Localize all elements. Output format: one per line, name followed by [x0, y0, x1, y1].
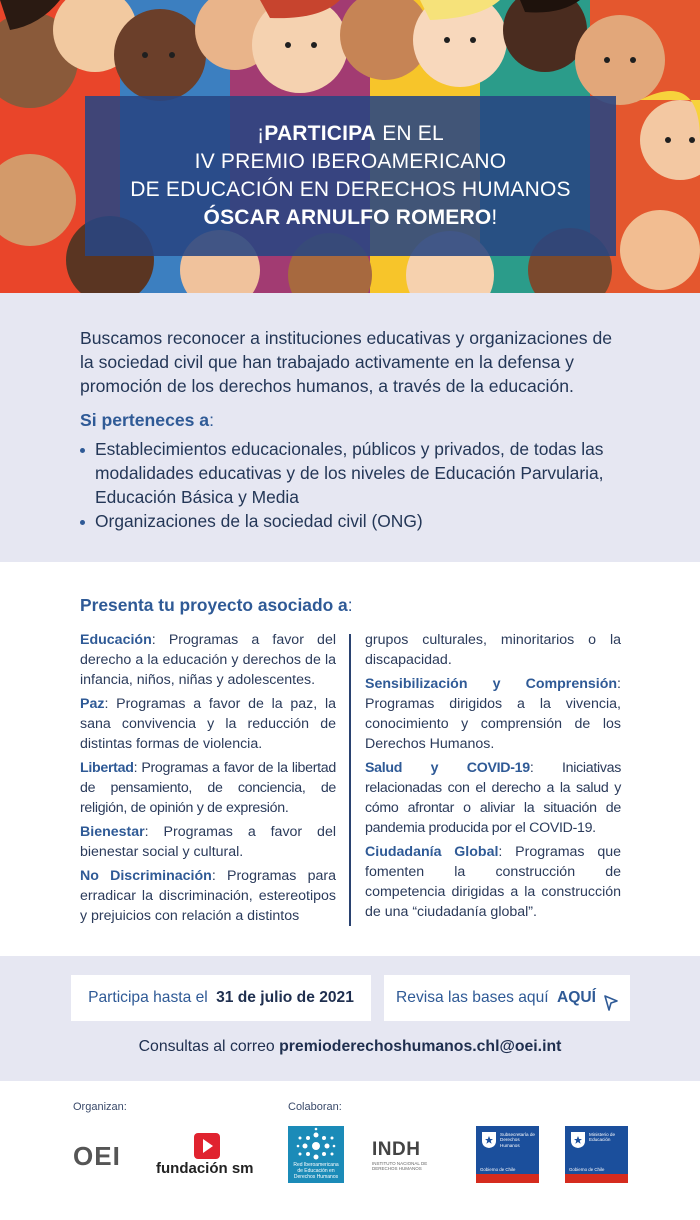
red-iberoamericana-logo: Red Iberoamericana de Educación en Derechos Humanos: [288, 1126, 344, 1183]
category-salud-covid: Salud y COVID-19: Iniciativas relacionadas con el derecho a la salud y cómo afrontar o aliviar la situación de pandemia producida por el COVID-19.: [365, 760, 621, 836]
hero-banner: [0, 0, 700, 293]
bases-link-button[interactable]: Revisa las bases aquí AQUÍ: [384, 975, 630, 1021]
category-paz: Paz: Programas a favor de la paz, la sana convivencia y la reducción de distintas formas de violencia.: [80, 696, 336, 752]
hero-line-4: ÓSCAR ARNULFO ROMERO!: [203, 206, 498, 229]
category-sensibilizacion: Sensibilización y Comprensión: Programas dirigidos a la vivencia, conocimiento y comprensión de los Derechos Humanos.: [365, 676, 621, 752]
cta-section: [0, 956, 700, 1081]
intro-paragraph: Buscamos reconocer a instituciones educativas y organizaciones de la sociedad civil que han trabajado activamente en la defensa y promoción de los derechos humanos, a través de la educación.: [80, 328, 613, 396]
hero-line-2: IV PREMIO IBEROAMERICANO: [194, 150, 507, 173]
categories-right-column: [365, 630, 621, 926]
hero-line-3: DE EDUCACIÓN EN DERECHOS HUMANOS: [130, 178, 571, 201]
chile-shield-icon: [481, 1131, 497, 1149]
cursor-arrow-icon: [604, 995, 618, 1011]
categories-left-column: [80, 630, 336, 930]
subsecretaria-ddhh-logo: Subsecretaría de Derechos Humanos Gobierno de Chile: [476, 1126, 539, 1183]
network-dots-icon: [288, 1126, 344, 1166]
column-divider: [349, 634, 351, 926]
intro-subtitle: Si perteneces a:: [80, 410, 214, 430]
deadline-box: Participa hasta el 31 de julio de 2021: [71, 975, 371, 1021]
hero-title-box: [85, 96, 616, 256]
footer-logos: [0, 1081, 700, 1220]
fundacion-sm-logo: fundación sm: [156, 1133, 266, 1183]
chile-shield-icon: [570, 1131, 586, 1149]
categories-title: Presenta tu proyecto asociado a:: [80, 595, 353, 615]
category-continuation: grupos culturales, minoritarios o la discapacidad.: [365, 632, 621, 668]
organize-label: Organizan:: [73, 1101, 127, 1113]
eligibility-list: [78, 437, 620, 533]
category-bienestar: Bienestar: Programas a favor del bienestar social y cultural.: [80, 824, 336, 860]
contact-line: Consultas al correo premioderechoshumanos.chl@oei.int: [138, 1038, 562, 1055]
category-ciudadania-global: Ciudadanía Global: Programas que fomenten la construcción de competencia dirigidas a la construcción de una “ciudadanía global”.: [365, 844, 621, 920]
category-libertad: Libertad: Programas a favor de la libertad de pensamiento, de conciencia, de religión, de opinión y de expresión.: [80, 760, 336, 816]
collaborate-label: Colaboran:: [288, 1101, 342, 1113]
category-no-discriminacion: No Discriminación: Programas para erradicar la discriminación, estereotipos y prejuicios con relación a distintos: [80, 868, 336, 924]
indh-logo: INDH INSTITUTO NACIONAL DE DERECHOS HUMANOS: [372, 1139, 428, 1171]
list-item: Organizaciones de la sociedad civil (ONG): [78, 509, 620, 533]
contact-email-link[interactable]: premioderechoshumanos.chl@oei.int: [279, 1038, 562, 1055]
mineduc-logo: Ministerio de Educación Gobierno de Chile: [565, 1126, 628, 1183]
hero-line-1: ¡PARTICIPA EN EL: [257, 122, 444, 145]
list-item: Establecimientos educacionales, públicos y privados, de todas las modalidades educativas y de los niveles de Educación Parvularia, Educación Básica y Media: [78, 437, 620, 509]
oei-logo: OEI: [73, 1141, 121, 1171]
category-educacion: Educación: Programas a favor del derecho a la educación y derechos de la infancia, niños, niñas y adolescentes.: [80, 632, 336, 688]
intro-section: [0, 293, 700, 562]
categories-section: [0, 562, 700, 956]
play-icon: [194, 1133, 220, 1159]
